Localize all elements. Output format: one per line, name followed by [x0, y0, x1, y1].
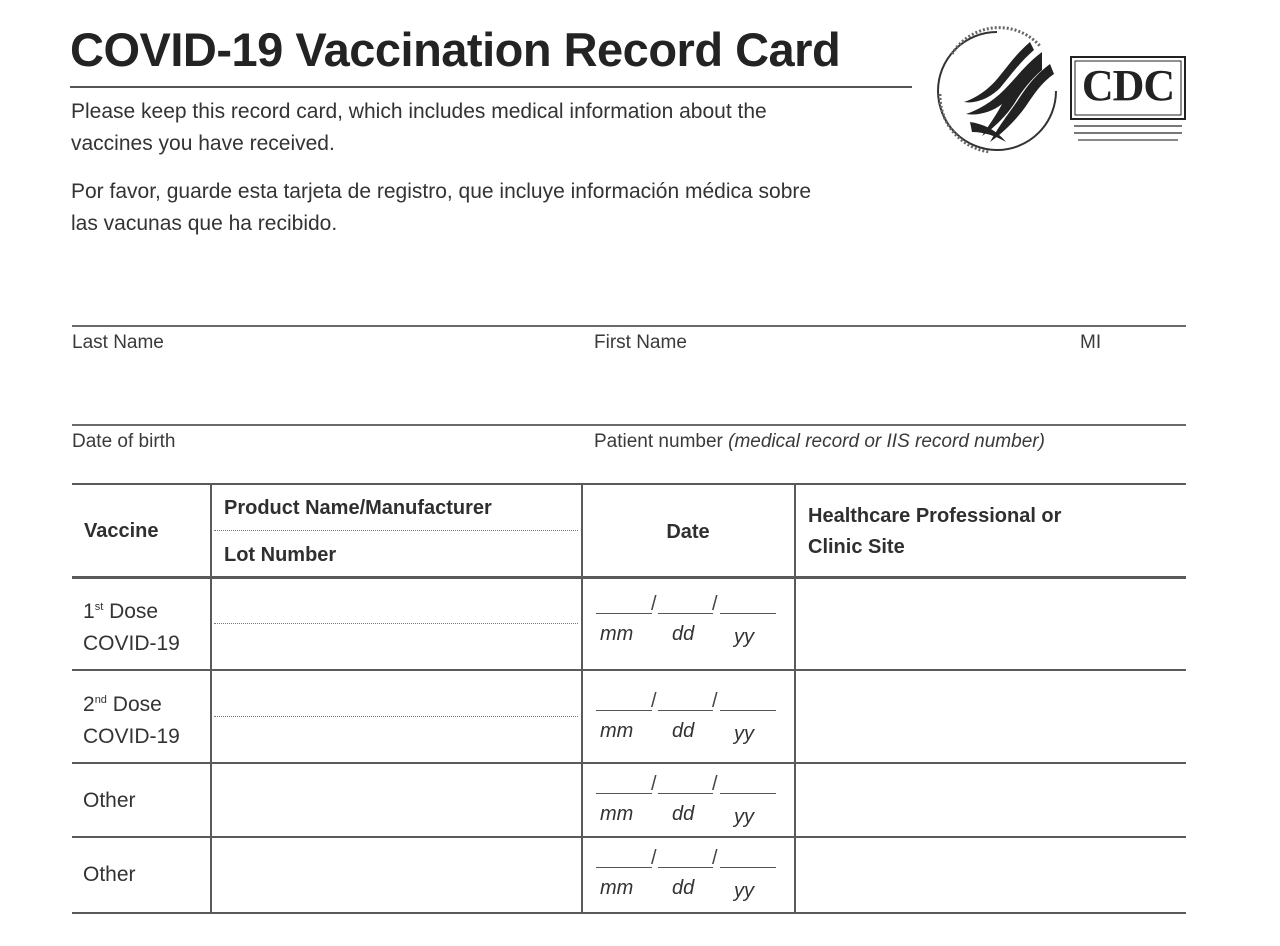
row-2-ordinal: 2 — [83, 693, 95, 716]
date-mm-label: mm — [600, 877, 634, 899]
first-name-label: First Name — [594, 332, 687, 353]
patient-number-label — [594, 431, 1045, 453]
row2-dotted-rule — [214, 716, 578, 717]
cdc-logo — [1070, 56, 1186, 144]
vaccination-table — [72, 483, 1186, 915]
row-rule — [72, 836, 1186, 838]
date-dd-label: dd — [672, 803, 695, 825]
date-mm-label: mm — [600, 720, 634, 742]
col-rule — [581, 483, 583, 914]
header-date: Date — [666, 521, 710, 543]
date-mm-label: mm — [600, 803, 634, 825]
row-4-date-field: / / mm dd yy — [596, 847, 786, 907]
date-dd-label: dd — [672, 720, 695, 742]
table-header-rule — [72, 576, 1186, 579]
date-mm-label: mm — [600, 623, 634, 645]
row-2-name: COVID-19 — [83, 725, 180, 748]
patient-number-note: (medical record or IIS record number) — [728, 431, 1045, 452]
title-underline — [70, 86, 912, 88]
row-2-vaccine — [83, 684, 180, 753]
hhs-eagle-icon — [930, 24, 1064, 158]
row-2-suffix: nd — [94, 694, 107, 706]
table-top-rule — [72, 483, 1186, 485]
date-dd-label: dd — [672, 623, 695, 645]
row1-dotted-rule — [214, 623, 578, 624]
row-3-vaccine: Other — [83, 789, 136, 812]
middle-initial-label: MI — [1080, 332, 1102, 353]
row-1-name: COVID-19 — [83, 632, 180, 655]
row-2-dose: Dose — [106, 693, 162, 716]
table-bottom-rule — [72, 912, 1186, 914]
cdc-logo-text: CDC — [1081, 61, 1175, 110]
date-yy-label: yy — [734, 806, 754, 828]
col-rule — [210, 483, 212, 914]
header-vaccine: Vaccine — [84, 520, 159, 542]
last-name-label: Last Name — [72, 332, 164, 353]
row-3-date-field: / / mm dd yy — [596, 773, 786, 833]
row-2-date-field: / / mm dd yy — [596, 690, 786, 750]
date-yy-label: yy — [734, 626, 754, 648]
patient-number-text: Patient number — [594, 431, 723, 452]
row-1-vaccine — [83, 591, 180, 660]
col-rule — [794, 483, 796, 914]
header-lot-number: Lot Number — [224, 544, 337, 566]
row-4-vaccine: Other — [83, 863, 136, 886]
name-rule — [72, 325, 1186, 327]
header-clinic-site: Clinic Site — [808, 536, 905, 558]
date-yy-label: yy — [734, 880, 754, 902]
header-healthcare: Healthcare Professional or — [808, 505, 1062, 527]
row-1-ordinal: 1 — [83, 600, 95, 623]
intro-english: Please keep this record card, which includes medical information about the vaccines you have received. — [71, 100, 767, 155]
card-title: COVID-19 Vaccination Record Card — [70, 23, 841, 76]
date-yy-label: yy — [734, 723, 754, 745]
intro-spanish: Por favor, guarde esta tarjeta de registro, que incluye información médica sobre las vacunas que ha recibido. — [71, 180, 812, 235]
row-rule — [72, 669, 1186, 671]
header-dotted-rule — [214, 530, 578, 531]
header-product: Product Name/Manufacturer — [224, 497, 492, 519]
row-rule — [72, 762, 1186, 764]
row-1-date-field: / / mm dd yy — [596, 593, 786, 653]
row-1-suffix: st — [94, 601, 104, 613]
dob-rule — [72, 424, 1186, 426]
dob-label: Date of birth — [72, 431, 176, 452]
date-dd-label: dd — [672, 877, 695, 899]
row-1-dose: Dose — [103, 600, 159, 623]
